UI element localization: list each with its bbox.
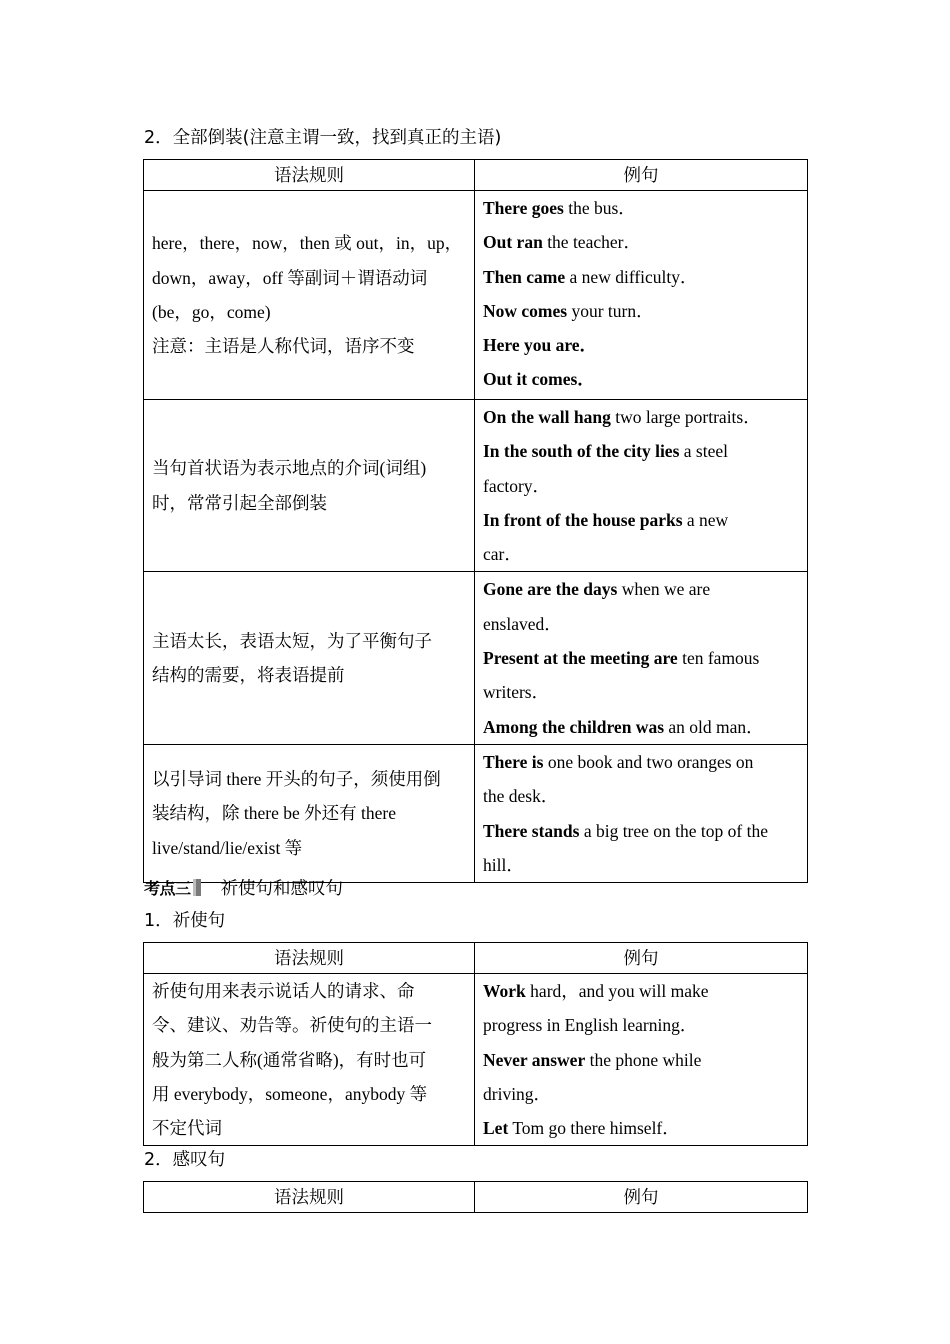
rule-text: 当句首状语为表示地点的介词(词组) <box>152 458 427 479</box>
example-sentence: There is one book and two oranges on <box>483 751 754 772</box>
rule-text: here，there，now，then 或 out，in，up， <box>152 233 463 254</box>
section-heading-full-inversion: 2．全部倒装(注意主谓一致，找到真正的主语) <box>144 128 502 148</box>
imperative-table <box>143 942 808 1146</box>
exclamatory-table <box>143 1181 808 1213</box>
rule-text: 时，常常引起全部倒装 <box>152 492 327 513</box>
column-header-example: 例句 <box>475 1182 808 1213</box>
example-sentence: car． <box>483 544 522 565</box>
rule-cell <box>144 974 475 1146</box>
example-sentence: Among the children was an old man． <box>483 716 764 737</box>
example-sentence: Now comes your turn． <box>483 300 654 321</box>
rule-text: 祈使句用来表示说话人的请求、命 <box>152 981 415 1001</box>
column-header-example: 例句 <box>475 160 808 191</box>
example-sentence: There goes the bus． <box>483 198 636 218</box>
column-header-rule: 语法规则 <box>144 1182 475 1213</box>
rule-text: 装结构，除 there be 外还有 there <box>152 803 396 824</box>
kaodian-bar-icon <box>193 879 201 896</box>
kaodian-tag: 考点三 <box>144 879 191 898</box>
rule-text: 用 everybody，someone，anybody 等 <box>152 1083 428 1104</box>
example-sentence: Then came a new difficulty． <box>483 266 698 287</box>
example-sentence: Out it comes． <box>483 369 595 390</box>
example-sentence: progress in English learning． <box>483 1015 698 1036</box>
example-cell <box>475 400 808 572</box>
column-header-example: 例句 <box>475 943 808 974</box>
rule-text: 般为第二人称(通常省略)，有时也可 <box>152 1049 427 1070</box>
example-cell <box>475 572 808 744</box>
rule-text: 以引导词 there 开头的句子，须使用倒 <box>152 769 441 790</box>
column-header-rule: 语法规则 <box>144 160 475 191</box>
rule-text: 结构的需要，将表语提前 <box>152 665 345 686</box>
example-sentence: factory． <box>483 475 551 496</box>
example-sentence: enslaved． <box>483 613 562 634</box>
rule-cell <box>144 191 475 400</box>
rule-text: 主语太长，表语太短，为了平衡句子 <box>152 630 432 651</box>
rule-text: 令、建议、劝告等。祈使句的主语一 <box>152 1015 432 1036</box>
full-inversion-table <box>143 159 808 883</box>
example-sentence: Present at the meeting are ten famous <box>483 648 760 669</box>
example-sentence: writers． <box>483 682 550 703</box>
rule-text: live/stand/lie/exist 等 <box>152 837 303 858</box>
kaodian-heading <box>144 875 343 900</box>
example-sentence: In the south of the city lies a steel <box>483 441 728 462</box>
example-sentence: hill． <box>483 854 524 875</box>
example-sentence: Let Tom go there himself． <box>483 1118 680 1139</box>
example-sentence: In front of the house parks a new <box>483 509 729 530</box>
example-sentence: driving． <box>483 1083 552 1104</box>
column-header-rule: 语法规则 <box>144 943 475 974</box>
example-sentence: the desk． <box>483 786 559 807</box>
example-sentence: Out ran the teacher． <box>483 232 641 253</box>
example-sentence: Never answer the phone while <box>483 1049 702 1070</box>
example-sentence: Gone are the days when we are <box>483 579 711 600</box>
example-cell <box>475 974 808 1146</box>
kaodian-title: 祈使句和感叹句 <box>220 879 344 899</box>
rule-cell <box>144 572 475 744</box>
section-heading-imperative: 1．祈使句 <box>144 911 226 931</box>
rule-text: 注意：主语是人称代词，语序不变 <box>152 336 415 357</box>
example-sentence: There stands a big tree on the top of the <box>483 820 768 841</box>
section-heading-exclamatory: 2．感叹句 <box>144 1150 226 1170</box>
example-sentence: Here you are． <box>483 335 598 356</box>
example-cell <box>475 744 808 882</box>
rule-text: 不定代词 <box>152 1118 222 1139</box>
example-cell <box>475 191 808 400</box>
rule-cell <box>144 744 475 882</box>
rule-text: (be，go，come) <box>152 302 271 322</box>
example-sentence: On the wall hang two large portraits． <box>483 407 761 427</box>
rule-cell <box>144 400 475 572</box>
rule-text: down，away，off 等副词＋谓语动词 <box>152 267 428 288</box>
example-sentence: Work hard，and you will make <box>483 981 709 1001</box>
